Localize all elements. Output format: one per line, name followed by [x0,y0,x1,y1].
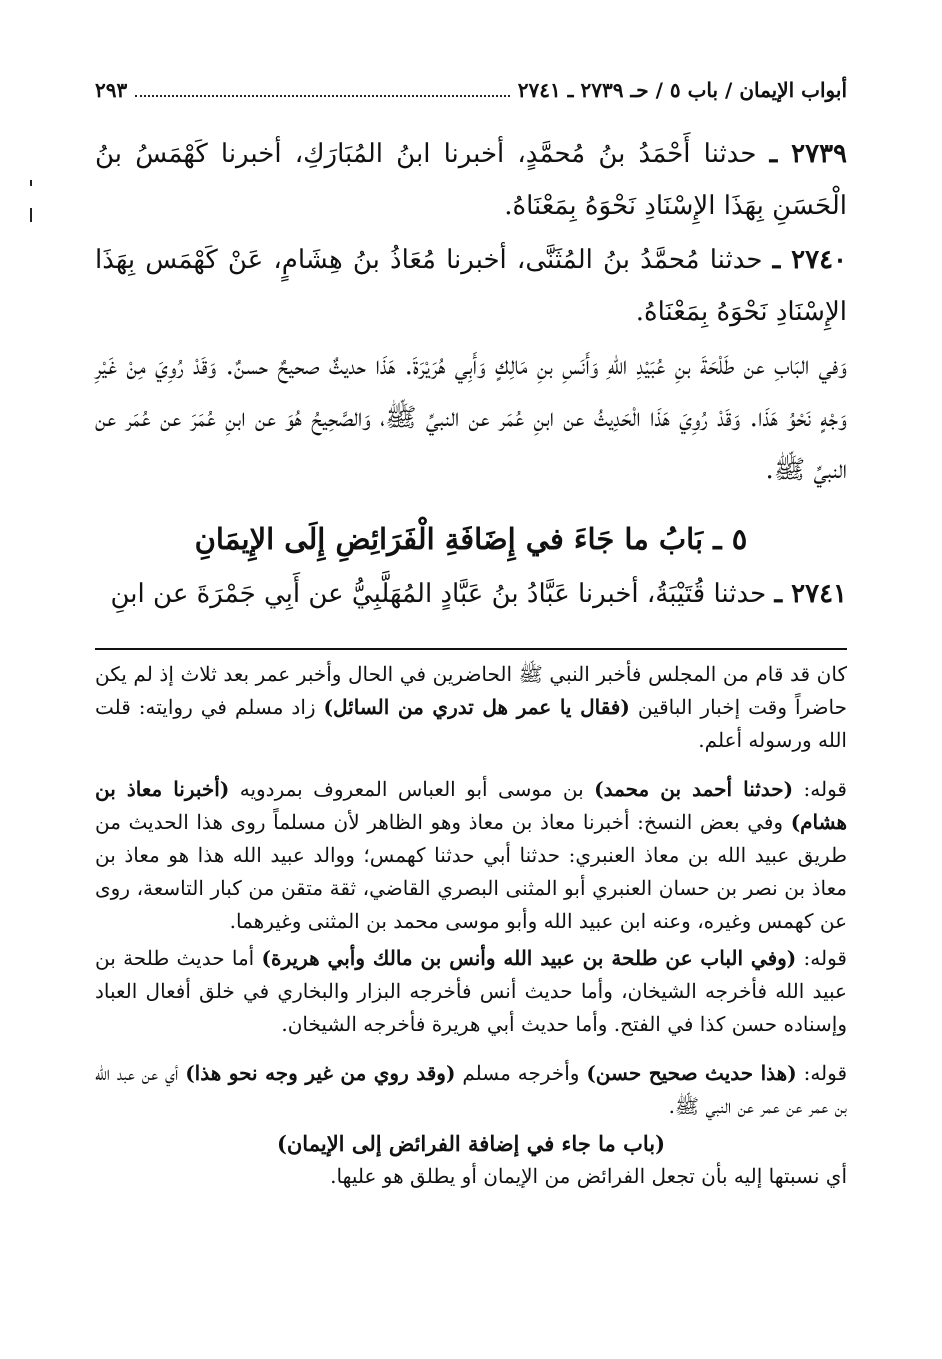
margin-mark-top [30,180,32,186]
note-4-mid: وأخرجه مسلم [462,1061,580,1085]
note-3-quote: (وفي الباب عن طلحة بن عبيد الله وأنس بن مالك وأبي هريرة) [261,946,797,970]
running-header [95,78,847,118]
note-chapter-explanation: أي نسبتها إليه بأن تجعل الفرائض من الإيمان أو يطلق هو عليها. [330,1164,847,1188]
note-1-end: زاد مسلم في روايته: قلت الله ورسوله أعلم. [95,695,847,752]
hadith-2739 [95,128,847,232]
note-wa-fil-bab [95,942,847,1041]
margin-mark-bottom [30,208,32,222]
note-chapter-heading: (باب ما جاء في إضافة الفرائض إلى الإيمان) [276,1131,666,1156]
hadith-2740 [95,234,847,338]
note-4-quote-2: (وقد روي من غير وجه نحو هذا) [185,1061,456,1085]
note-hadith-sahih [95,1057,847,1123]
note-1-quote: (فقال يا عمر هل تدري من السائل) [323,695,630,719]
note-ahmad-ibn-muhammad [95,773,847,938]
tirmidhi-commentary: وَفي البَابِ عن طَلْحَةَ بنِ عُبَيْدِ اللهِ وَأَنَسِ بنِ مَالِكٍ وَأَبِي هُرَيْرَةَ. هَذَا حديثٌ صحيحٌ حسنٌ. وَقَدْ رُوِيَ مِنْ غَيْرِ وَجْهٍ نَحْوُ هَذَا. وَقَدْ رُوِيَ هَذَا الْحَدِيثُ عن ابنِ عُمَر عن النبيِّ ﷺ، وَالصَّحِيحُ هُوَ عن ابنِ عُمَرَ عن عُمَر عن النبيِّ ﷺ. [95,351,847,485]
note-2-mid: بن موسى أبو العباس المعروف بمردويه [239,777,584,801]
note-2-lead: قوله: [803,777,847,801]
hadith-2740-number: ٢٧٤٠ ـ [772,245,848,275]
note-4-lead: قوله: [803,1061,848,1085]
main-text [95,128,847,620]
hadith-2739-text: حدثنا أَحْمَدُ بنُ مُحمَّدٍ، أخبرنا ابنُ المُبَارَكِ، أخبرنا كَهْمَسُ بنُ الْحَسَنِ بِهَذَا الإِسْنَادِ نَحْوَهُ بِمَعْنَاهُ. [95,139,847,221]
note-4-end: أي عن عبد الله بن عمر عن عمر عن النبي ﷺ. [95,1061,847,1118]
note-1-text: كان قد قام من المجلس فأخبر النبي ﷺ الحاضرين في الحال وأخبر عمر بعد ثلاث إذ لم يكن حاضراً وقت إخبار الباقين [95,662,848,719]
note-2-end: وفي بعض النسخ: أخبرنا معاذ بن معاذ وهو الظاهر لأن مسلماً روى هذا الحديث من طريق عبيد الله بن معاذ العنبري: حدثنا أبي حدثنا كهمس؛ ووالد عبيد الله هذا هو معاذ بن معاذ بن نصر بن حسان العنبري أبو المثنى البصري القاضي، ثقة متقن من كبار التاسعة، روى عن كهمس وغيره، وعنه ابن عبيد الله وأبو موسى محمد بن المثنى وغيرهما. [95,810,847,933]
hadith-2741-number: ٢٧٤١ ـ [774,579,847,609]
chapter-heading: ٥ ـ بَابُ ما جَاءَ في إِضَافَةِ الْفَرَائِضِ إِلَى الإِيمَانِ [194,522,748,556]
page-number: ٢٩٣ [95,78,128,102]
note-3-lead: قوله: [803,946,847,970]
note-continuation [95,658,847,757]
hadith-2740-text: حدثنا مُحمَّدُ بنُ المُثَنَّى، أخبرنا مُعَاذُ بنُ هِشَامٍ، عَنْ كَهْمَس بِهَذَا الإِسْنَادِ نَحْوَهُ بِمَعْنَاهُ. [95,245,847,327]
book-page [95,78,847,1338]
hadith-2739-number: ٢٧٣٩ ـ [769,139,848,169]
header-dot-leader [135,95,510,97]
footnotes [95,658,847,1193]
hadith-2741-text: حدثنا قُتَيْبَةُ، أخبرنا عَبَّادُ بنُ عَبَّادٍ المُهَلَّبِيُّ عن أَبِي جَمْرَةَ عن ابنِ [110,579,767,609]
footnote-separator [95,648,847,650]
running-title: أبواب الإيمان / باب ٥ / حـ ٢٧٣٩ ـ ٢٧٤١ [517,78,847,102]
note-4-quote-1: (هذا حديث صحيح حسن) [586,1061,797,1085]
note-3-end: أما حديث طلحة بن عبيد الله فأخرجه الشيخان، وأما حديث أنس فأخرجه البزار والبخاري في خلق أفعال العباد وإسناده حسن كذا في الفتح. وأما حديث أبي هريرة فأخرجه الشيخان. [95,946,847,1036]
hadith-2741 [95,568,847,620]
note-2-quote-1: (حدثنا أحمد بن محمد) [594,777,794,801]
note-2-quote-2: (أخبرنا معاذ بن هشام) [95,777,848,834]
